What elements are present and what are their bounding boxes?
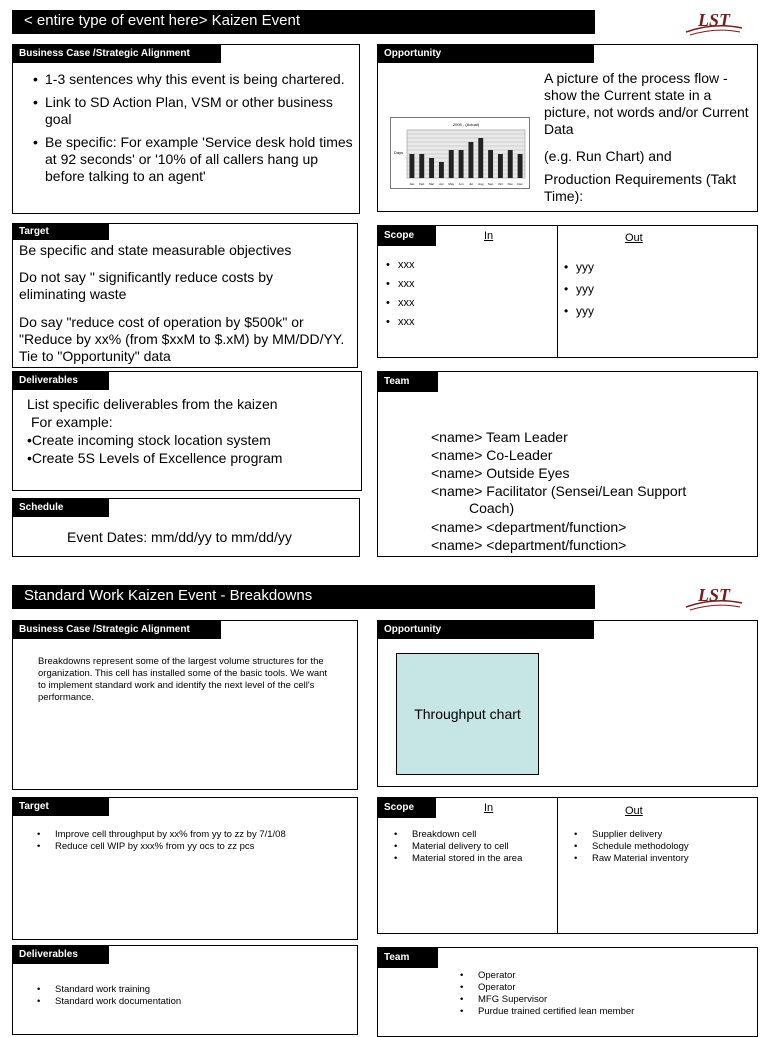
target-box (12, 223, 358, 368)
schedule-text: Event Dates: mm/dd/yy to mm/dd/yy (67, 529, 292, 545)
team-box (377, 371, 758, 557)
chart-x-tick-label: May (448, 182, 455, 186)
chart-x-tick-label: Jun (458, 182, 464, 186)
opportunity-text-3: Production Requirements (Takt Time): (544, 171, 737, 204)
team-member: Coach) (469, 500, 515, 516)
target-item: • Reduce cell WIP by xxx% from yy ocs to zz pcs (35, 841, 353, 853)
team-item: • Operator (458, 982, 748, 994)
scope-out-item: • yyy (564, 278, 594, 300)
opportunity-header: Opportunity (378, 45, 594, 63)
scope-header: Scope (378, 798, 436, 818)
scope-in-label: In (484, 230, 494, 242)
team-member: <name> Co-Leader (431, 447, 553, 463)
scope-out-item: • Supplier delivery (572, 829, 752, 841)
chart-x-tick-label: Jul (468, 182, 473, 186)
team-member: <name> Facilitator (Sensei/Lean Support (431, 483, 687, 499)
deliverables-line-3: •Create incoming stock location system (27, 432, 271, 448)
deliverables-line-4: •Create 5S Levels of Excellence program (27, 450, 283, 466)
team-header: Team (378, 372, 438, 392)
deliverables-item: • Standard work training (35, 984, 335, 996)
scope-in-item: • xxx (386, 275, 415, 294)
deliverables-box (12, 371, 362, 491)
chart-x-tick-label: Nov (507, 182, 513, 186)
scope-box (377, 225, 758, 358)
target-line-1: Be specific and state measurable objectives (19, 242, 292, 258)
business-case-bullet: • Link to SD Action Plan, VSM or other business goal (33, 94, 355, 128)
target-box (12, 797, 358, 940)
slide-2-title: Standard Work Kaizen Event - Breakdowns (12, 585, 595, 609)
schedule-box (12, 498, 360, 557)
chart-x-tick-label: Oct (498, 182, 503, 186)
chart-bar (429, 158, 434, 178)
chart-bar (419, 154, 424, 178)
opportunity-text-1: A picture of the process flow - show the Current state in a picture, not words and/or Current Data (544, 70, 749, 137)
scope-in-label: In (484, 802, 494, 814)
slide-2 (12, 583, 758, 1024)
target-list (35, 829, 353, 853)
chart-x-tick-label: Feb (419, 182, 425, 186)
opportunity-box (377, 44, 758, 212)
team-item: • MFG Supervisor (458, 994, 748, 1006)
target-header: Target (13, 224, 109, 240)
team-member: <name> <department/function> (431, 537, 627, 553)
throughput-chart-label: Throughput chart (414, 706, 521, 722)
chart-x-tick-label: Jan (409, 182, 415, 186)
lst-logo (684, 585, 744, 613)
chart-ylabel: Days (394, 150, 404, 155)
scope-out-item: • Raw Material inventory (572, 853, 752, 865)
scope-out-label: Out (625, 805, 643, 817)
team-item: • Operator (458, 970, 748, 982)
scope-divider (557, 798, 558, 933)
slide-1-title: < entire type of event here> Kaizen Event (12, 10, 595, 34)
opportunity-text-2: (e.g. Run Chart) and (544, 148, 672, 164)
team-header: Team (378, 948, 438, 968)
chart-x-tick-label: Mar (428, 182, 435, 186)
slide-1 (12, 8, 758, 568)
scope-out-item: • yyy (564, 300, 594, 322)
chart-bar (409, 154, 414, 178)
scope-box (377, 797, 758, 934)
team-member: <name> <department/function> (431, 519, 627, 535)
business-case-header: Business Case /Strategic Alignment (13, 45, 221, 63)
scope-out-list (572, 829, 752, 865)
team-item: • Purdue trained certified lean member (458, 1006, 748, 1018)
team-member: <name> Outside Eyes (431, 465, 570, 481)
business-case-header: Business Case /Strategic Alignment (13, 621, 221, 639)
chart-bar (459, 150, 464, 178)
deliverables-header: Deliverables (13, 372, 109, 390)
scope-out-label: Out (625, 232, 643, 244)
chart-bar (449, 150, 454, 178)
chart-title: 2005 - (Actual) (452, 122, 480, 127)
chart-bar (488, 150, 493, 178)
opportunity-header: Opportunity (378, 621, 594, 639)
deliverables-list (35, 984, 335, 1008)
chart-bar (439, 162, 444, 178)
chart-bar (518, 154, 523, 178)
opportunity-chart (390, 117, 530, 189)
deliverables-box (12, 945, 358, 1035)
business-case-text: Breakdowns represent some of the largest volume structures for the organization. This cell has installed some of the basic tools. We want to implement standard work and identify the next level of the cell's performance. (38, 656, 328, 703)
deliverables-line-2: For example: (31, 414, 113, 430)
scope-out-list (564, 256, 594, 322)
target-header: Target (13, 798, 109, 816)
deliverables-item: • Standard work documentation (35, 996, 335, 1008)
business-case-box (12, 620, 358, 790)
deliverables-line-1: List specific deliverables from the kaizen (27, 396, 278, 412)
team-member: <name> Team Leader (431, 429, 568, 445)
scope-out-item: • yyy (564, 256, 594, 278)
lst-logo (684, 10, 744, 38)
opportunity-box (377, 620, 758, 787)
business-case-bullet: • 1-3 sentences why this event is being chartered. (33, 71, 355, 88)
scope-in-item: • Material stored in the area (392, 853, 542, 865)
throughput-chart-placeholder (396, 653, 539, 775)
target-line-3: Do say "reduce cost of operation by $500k" or "Reduce by xx% (from $xxM to $.xM) by MM/DD/YY. Tie to "Opportunity" data (19, 314, 345, 364)
chart-bar (478, 138, 483, 178)
scope-in-item: • xxx (386, 256, 415, 275)
scope-in-item: • Breakdown cell (392, 829, 542, 841)
business-case-box (12, 44, 360, 214)
lst-logo-text: LST (698, 10, 731, 30)
scope-in-item: • xxx (386, 294, 415, 313)
business-case-list (33, 71, 355, 185)
scope-in-list (392, 829, 542, 865)
chart-x-tick-label: Dec (517, 182, 523, 186)
chart-x-tick-label: Aug (478, 182, 484, 186)
lst-logo-text: LST (698, 585, 731, 605)
deliverables-header: Deliverables (13, 946, 109, 964)
run-chart-svg (391, 118, 529, 188)
scope-header: Scope (378, 226, 436, 246)
scope-in-item: • Material delivery to cell (392, 841, 542, 853)
chart-x-tick-label: Sep (487, 182, 494, 186)
scope-divider (557, 226, 558, 357)
target-item: • Improve cell throughput by xx% from yy to zz by 7/1/08 (35, 829, 353, 841)
chart-x-tick-label: Apr (439, 182, 444, 186)
scope-in-list (386, 256, 415, 332)
chart-bar (508, 150, 513, 178)
schedule-header: Schedule (13, 499, 109, 517)
scope-out-item: • Schedule methodology (572, 841, 752, 853)
target-line-2: Do not say " significantly reduce costs by eliminating waste (19, 269, 273, 302)
business-case-bullet: • Be specific: For example 'Service desk hold times at 92 seconds' or '10% of all callers hang up before talking to an agent' (33, 134, 355, 185)
chart-bar (468, 142, 473, 178)
chart-bar (498, 154, 503, 178)
team-list (458, 970, 748, 1018)
scope-in-item: • xxx (386, 313, 415, 332)
